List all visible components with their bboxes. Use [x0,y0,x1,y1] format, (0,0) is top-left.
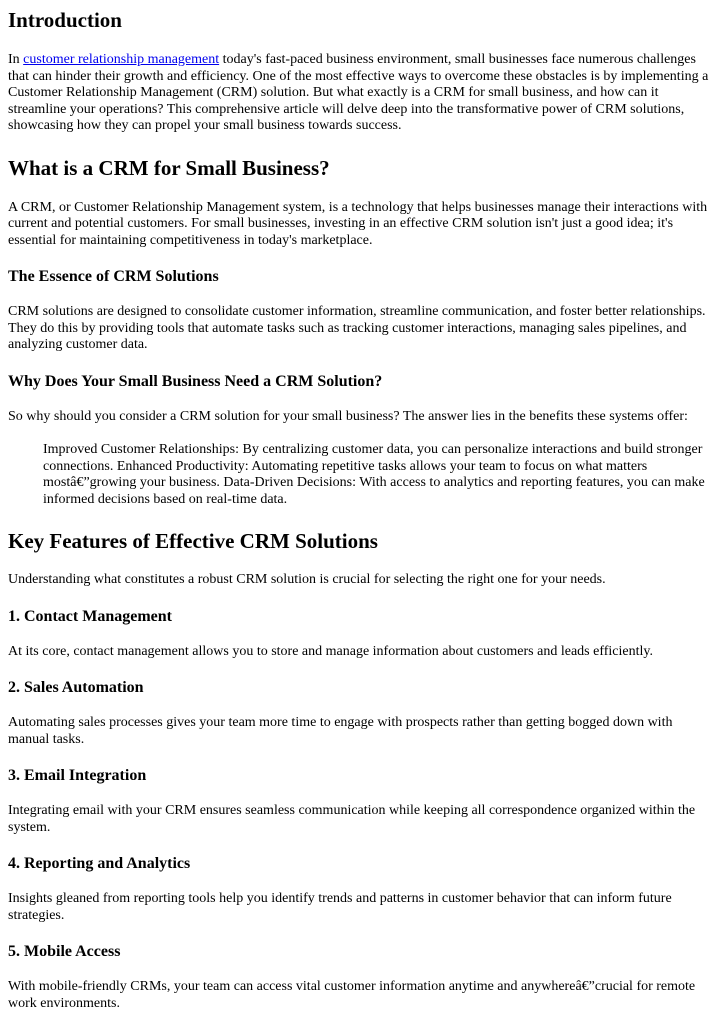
heading-feature-email-integration: 3. Email Integration [8,767,147,784]
paragraph-feature-mobile-access: With mobile-friendly CRMs, your team can access vital customer information anytime and anywhereâ€”crucial for remote work environments. [8,979,696,1011]
intro-lead-text: In [8,52,24,67]
heading-feature-contact-management: 1. Contact Management [8,607,172,625]
paragraph-feature-sales-automation: Automating sales processes gives your team more time to engage with prospects rather than getting bogged down with manual tasks. [8,715,673,747]
heading-what-is-crm: What is a CRM for Small Business? [8,155,330,180]
paragraph-feature-contact-management: At its core, contact management allows you to store and manage information about customers and leads efficiently. [8,643,653,659]
paragraph-key-features: Understanding what constitutes a robust CRM solution is crucial for selecting the right one for your needs. [8,572,606,587]
benefits-quote: Improved Customer Relationships: By centralizing customer data, you can personalize interactions and build stronger connections. Enhanced Productivity: Automating repetitive tasks allows your team to focus on what matters mostâ€”growing your business. Data-Driven Decisions: With access to analytics and reporting features, you can make informed decisions based on real-time data. [43,442,705,507]
heading-key-features: Key Features of Effective CRM Solutions [8,529,378,553]
heading-feature-sales-automation: 2. Sales Automation [8,679,144,696]
crm-link[interactable]: customer relationship management [23,52,220,67]
heading-feature-mobile-access: 5. Mobile Access [8,943,121,960]
paragraph-feature-reporting-analytics: Insights gleaned from reporting tools help you identify trends and patterns in customer behavior that can inform future strategies. [8,891,672,923]
paragraph-what-is-crm: A CRM, or Customer Relationship Management system, is a technology that helps businesses manage their interactions with current and potential customers. For small businesses, investing in an effective CRM solution isn't just a good idea; it's essential for maintaining competitiveness in today's marketplace. [8,199,708,248]
paragraph-essence: CRM solutions are designed to consolidate customer information, streamline communication, and foster better relationships. They do this by providing tools that automate tasks such as tracking customer interactions, managing sales pipelines, and analyzing customer data. [8,304,706,352]
paragraph-why-need-crm: So why should you consider a CRM solution for your small business? The answer lies in the benefits these systems offer: [8,408,688,424]
intro-body-text: today's fast-paced business environment, small businesses face numerous challenges that can hinder their growth and efficiency. One of the most effective ways to overcome these obstacles is by implementing a Customer Relationship Management (CRM) solution. But what exactly is a CRM for small business, and how can it streamline your operations? This comprehensive article will delve deep into the transformative power of CRM solutions, showcasing how they can propel your small business towards success. [8,52,709,133]
heading-feature-reporting-analytics: 4. Reporting and Analytics [8,855,191,872]
heading-why-need-crm: Why Does Your Small Business Need a CRM Solution? [8,372,383,390]
paragraph-feature-email-integration: Integrating email with your CRM ensures seamless communication while keeping all correspondence organized within the system. [8,803,696,835]
heading-essence: The Essence of CRM Solutions [8,268,219,285]
paragraph-introduction [8,52,712,135]
heading-introduction: Introduction [8,8,122,32]
